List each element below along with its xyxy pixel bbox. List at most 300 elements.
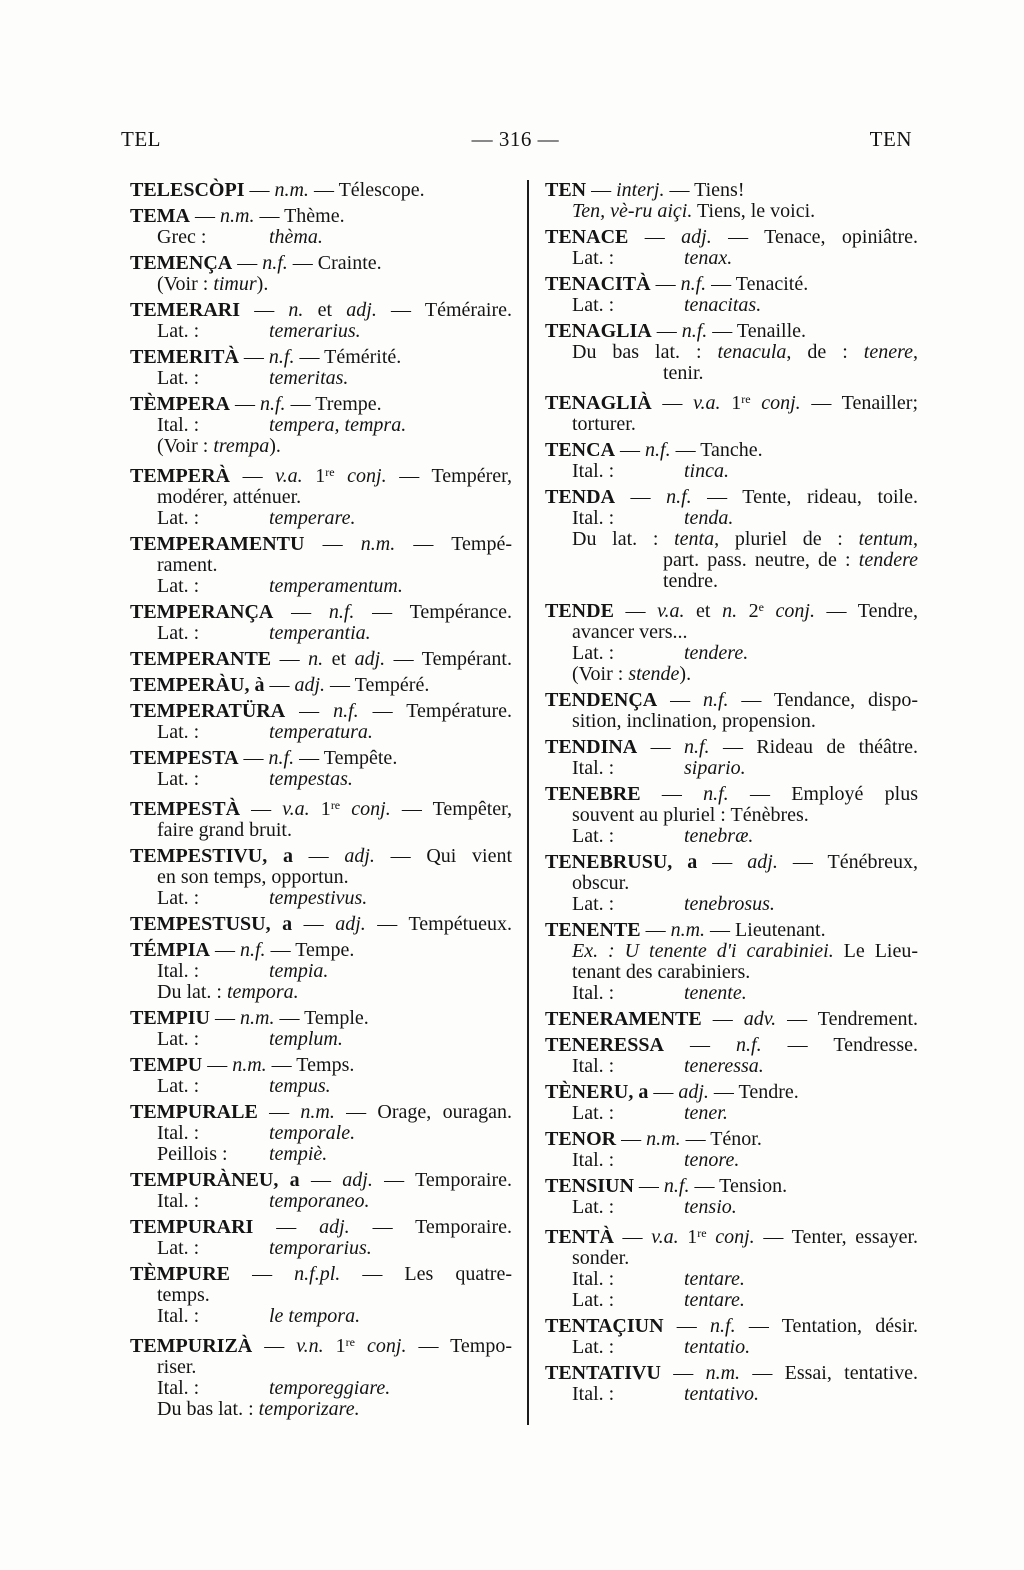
text-segment: tenente. — [684, 982, 747, 1004]
text-segment: TÈMPERA — [130, 393, 230, 415]
entry-line — [545, 248, 918, 269]
entry-line — [130, 436, 512, 457]
text-segment: TEMPESTA — [130, 747, 239, 769]
text-segment: — Tension. — [689, 1175, 788, 1197]
text-segment: ). — [269, 435, 281, 457]
text-segment: le tempora. — [269, 1305, 361, 1327]
text-segment: Du bas lat. : — [572, 341, 718, 363]
entry-line — [545, 1035, 918, 1056]
text-segment: TÉMPIA — [130, 939, 210, 961]
entry-line — [130, 1357, 512, 1378]
text-segment: tenebræ. — [684, 825, 754, 847]
header-catchword-right: TEN — [869, 127, 912, 151]
dictionary-entry — [130, 1264, 512, 1327]
text-segment: — — [292, 913, 336, 935]
text-segment: conj. — [340, 798, 391, 820]
text-segment: — Tenacité. — [706, 273, 809, 295]
text-segment: n. — [288, 299, 304, 321]
dictionary-entry — [545, 1363, 918, 1405]
entry-line — [545, 274, 918, 295]
text-segment: 1 — [678, 1226, 698, 1248]
text-segment: TELESCÒPI — [130, 179, 245, 201]
text-segment: modérer, atténuer. — [157, 486, 302, 508]
text-segment: — — [613, 1226, 652, 1248]
text-segment: TENEBRE — [545, 783, 641, 805]
text-segment: adj. — [681, 226, 712, 248]
dictionary-entry — [545, 1176, 918, 1218]
text-segment: — Trempe. — [285, 393, 382, 415]
entry-line — [130, 206, 512, 227]
text-segment: — — [663, 1315, 711, 1337]
text-segment: — — [230, 1263, 295, 1285]
text-segment: — Tendre, — [814, 600, 919, 622]
text-segment: Lat. : — [157, 768, 200, 790]
dictionary-entry — [130, 300, 512, 342]
text-segment: Lat. : — [572, 1196, 615, 1218]
text-segment: tenda. — [684, 507, 734, 529]
text-segment: n.f. — [702, 689, 729, 711]
entry-line — [545, 342, 918, 363]
text-segment: , de : — [786, 341, 864, 363]
text-segment: n.m. — [220, 205, 255, 227]
dictionary-entry — [545, 180, 918, 222]
text-segment: re — [325, 465, 335, 479]
text-segment: n.f. — [663, 1175, 690, 1197]
entry-line — [130, 867, 512, 888]
text-segment: — — [232, 252, 263, 274]
text-segment: tensio. — [684, 1196, 737, 1218]
dictionary-entry — [545, 389, 918, 435]
text-segment: Ital. : — [572, 1268, 615, 1290]
text-segment: — Télescope. — [308, 179, 425, 201]
text-segment: TENDINA — [545, 736, 638, 758]
text-segment: n.f. — [680, 273, 707, 295]
dictionary-entry — [130, 347, 512, 389]
text-segment: Ital. : — [572, 460, 615, 482]
text-segment: n.f. — [260, 393, 286, 415]
text-segment: adj. — [354, 648, 386, 670]
text-segment: — Tempêter, — [390, 798, 513, 820]
text-segment: — — [190, 205, 220, 227]
entry-line — [545, 440, 918, 461]
text-segment: v.a. — [275, 465, 303, 487]
text-segment: tentare. — [684, 1289, 745, 1311]
text-segment: temperare. — [269, 507, 356, 529]
text-segment: — — [701, 1008, 744, 1030]
text-segment: TEMA — [130, 205, 190, 227]
two-column-text-block — [130, 180, 918, 1425]
text-segment: temporarius. — [269, 1237, 372, 1259]
text-segment: re — [330, 798, 341, 812]
text-segment: conj. — [706, 1226, 755, 1248]
text-segment: TENAGLIA — [545, 320, 652, 342]
text-segment: — — [650, 273, 681, 295]
text-segment: n.f. — [684, 736, 710, 758]
text-segment: — Rideau de théâtre. — [709, 736, 918, 758]
text-segment: temerarius. — [269, 320, 361, 342]
text-segment: conj. — [334, 465, 387, 487]
text-segment: souvent au pluriel : Ténèbres. — [572, 804, 809, 826]
text-segment: — Tempéré. — [325, 674, 430, 696]
text-segment: TENCA — [545, 439, 616, 461]
text-segment: templum. — [269, 1028, 343, 1050]
entry-line — [130, 394, 512, 415]
text-segment: — — [697, 851, 748, 873]
text-segment: — — [640, 919, 671, 941]
text-segment: timur — [213, 273, 257, 295]
text-segment: adj. — [335, 913, 366, 935]
text-segment: Lat. : — [157, 367, 200, 389]
dictionary-entry — [130, 253, 512, 295]
text-segment: re — [741, 392, 751, 406]
text-segment: v.a. — [282, 798, 310, 820]
dictionary-entry — [545, 1035, 918, 1077]
text-segment: — — [210, 1007, 240, 1029]
text-segment: n.m. — [232, 1054, 267, 1076]
text-segment: TENACITÀ — [545, 273, 651, 295]
entry-line — [545, 597, 918, 622]
entry-line — [545, 622, 918, 643]
text-segment: — — [230, 465, 276, 487]
text-segment: Ital. : — [572, 982, 615, 1004]
text-segment: — Tente, rideau, toile. — [691, 486, 918, 508]
text-segment: 2 — [737, 600, 759, 622]
text-segment: — — [253, 1216, 320, 1238]
entry-line — [545, 737, 918, 758]
text-segment: trempa — [213, 435, 270, 457]
text-segment: n.f. — [268, 747, 295, 769]
entry-line — [130, 961, 512, 982]
entry-line — [545, 873, 918, 894]
entry-line — [545, 962, 918, 983]
text-segment: TEMPERAMENTU — [130, 533, 305, 555]
text-segment: , — [913, 528, 918, 550]
entry-line — [130, 534, 512, 555]
text-segment: — Tempo- — [406, 1335, 513, 1357]
text-segment: temporeggiare. — [269, 1377, 391, 1399]
entry-line — [545, 784, 918, 805]
text-segment: Ex. : U tenente d'i carabiniei. — [572, 940, 834, 962]
text-segment: adj. — [344, 845, 375, 867]
entry-line — [130, 623, 512, 644]
entry-line — [545, 805, 918, 826]
entry-line — [130, 1102, 512, 1123]
entry-line — [130, 180, 512, 201]
entry-line — [130, 940, 512, 961]
entry-line — [545, 826, 918, 847]
text-segment: TENDE — [545, 600, 614, 622]
dictionary-entry — [545, 227, 918, 269]
text-segment: — — [299, 1169, 343, 1191]
text-segment: tentum — [858, 528, 913, 550]
text-segment: et — [323, 648, 355, 670]
text-segment: — Température. — [358, 700, 512, 722]
text-segment: TEN — [545, 179, 587, 201]
text-segment: n.m. — [705, 1362, 741, 1384]
text-segment: temperantia. — [269, 622, 371, 644]
entry-line — [130, 253, 512, 274]
text-segment: n.m. — [670, 919, 706, 941]
text-segment: — Tempétueux. — [365, 913, 513, 935]
text-segment: Lat. : — [157, 1075, 200, 1097]
text-segment: — Ténor. — [680, 1128, 762, 1150]
text-segment: Ital. : — [157, 1377, 200, 1399]
text-segment: temporaneo. — [269, 1190, 370, 1212]
text-segment: — — [615, 439, 646, 461]
text-segment: n.m. — [360, 533, 396, 555]
text-segment: tener. — [684, 1102, 728, 1124]
dictionary-entry — [130, 602, 512, 644]
text-segment: — Tenailler; — [800, 392, 919, 414]
entry-line — [545, 227, 918, 248]
dictionary-entry — [130, 675, 512, 696]
text-segment: TEMPIU — [130, 1007, 210, 1029]
entry-line — [130, 1076, 512, 1097]
entry-line — [130, 602, 512, 623]
text-segment: — Orage, ouragan. — [334, 1101, 512, 1123]
text-segment: 1 — [309, 798, 331, 820]
dictionary-entry — [545, 487, 918, 592]
text-segment: TEMPURARI — [130, 1216, 254, 1238]
entry-line — [545, 1176, 918, 1197]
text-segment: TENTÀ — [545, 1226, 614, 1248]
entry-line — [130, 1170, 512, 1191]
text-segment: tenebrosus. — [684, 893, 775, 915]
dictionary-entry — [130, 701, 512, 743]
text-segment: Ital. : — [157, 414, 200, 436]
text-segment: Ital. : — [572, 507, 615, 529]
entry-line — [130, 846, 512, 867]
text-segment: TEMPERÀ — [130, 465, 230, 487]
text-segment: (Voir : — [572, 663, 629, 685]
text-segment: tenacula — [717, 341, 787, 363]
text-segment: tempera, tempra. — [269, 414, 407, 436]
text-segment: conj. — [763, 600, 815, 622]
text-segment: — Temporaire. — [349, 1216, 512, 1238]
entry-line — [545, 295, 918, 316]
text-segment: TEMERITÀ — [130, 346, 239, 368]
text-segment: n.m. — [300, 1101, 335, 1123]
entry-line — [130, 1399, 512, 1420]
entry-line — [130, 1008, 512, 1029]
text-segment: Le Lieu- — [833, 940, 919, 962]
text-segment: Lat. : — [572, 1336, 615, 1358]
entry-line — [545, 1129, 918, 1150]
text-segment: adj. — [342, 1169, 373, 1191]
text-segment: — Tempé- — [395, 533, 512, 555]
text-segment: Lat. : — [157, 1237, 200, 1259]
text-segment: tempus. — [269, 1075, 331, 1097]
text-segment: Ten, vè-ru aiçi. — [572, 200, 693, 222]
text-segment: TEMPERATÜRA — [130, 700, 286, 722]
text-segment: TENACE — [545, 226, 629, 248]
entry-line — [130, 1217, 512, 1238]
text-segment: rament. — [157, 554, 218, 576]
text-segment: et — [684, 600, 723, 622]
entry-line — [545, 941, 918, 962]
text-segment: — — [640, 783, 704, 805]
dictionary-entry — [130, 795, 512, 841]
text-segment: — — [660, 1362, 706, 1384]
text-segment: re — [345, 1335, 355, 1349]
text-segment: stende — [628, 663, 680, 685]
entry-line — [545, 180, 918, 201]
entry-line — [130, 227, 512, 248]
entry-line — [545, 389, 918, 414]
text-segment: thèma. — [269, 226, 323, 248]
text-segment: — — [240, 299, 289, 321]
text-segment: — — [657, 689, 703, 711]
dictionary-entry — [545, 597, 918, 685]
text-segment: TENERAMENTE — [545, 1008, 702, 1030]
text-segment: — Essai, tentative. — [740, 1362, 918, 1384]
page-number: — 316 — — [471, 127, 560, 151]
dictionary-entry — [130, 1102, 512, 1165]
text-segment: — Tendre. — [708, 1081, 799, 1103]
text-segment: interj. — [616, 179, 665, 201]
text-segment: TÈNERU, a — [545, 1081, 649, 1103]
text-segment: — — [210, 939, 240, 961]
entry-line — [130, 487, 512, 508]
text-segment: n.f. — [328, 601, 355, 623]
entry-line — [130, 649, 512, 670]
entry-line — [545, 852, 918, 873]
text-segment: temperamentum. — [269, 575, 403, 597]
text-segment: — Tempérant. — [385, 648, 512, 670]
text-segment: adj. — [747, 851, 778, 873]
text-segment: n.f. — [736, 1034, 762, 1056]
text-segment: — Tanche. — [670, 439, 763, 461]
text-segment: adj. — [319, 1216, 350, 1238]
text-segment: tentare. — [684, 1268, 745, 1290]
text-segment: adj. — [346, 299, 377, 321]
entry-line — [130, 1055, 512, 1076]
text-segment: — — [273, 601, 329, 623]
text-segment: — Tiens! — [664, 179, 745, 201]
text-segment: TEMPESTÀ — [130, 798, 241, 820]
dictionary-entry — [130, 1008, 512, 1050]
entry-line — [545, 983, 918, 1004]
text-segment: (Voir : — [157, 273, 214, 295]
entry-line — [545, 321, 918, 342]
entry-line — [130, 415, 512, 436]
text-segment: Grec : — [157, 226, 207, 248]
text-segment: 1 — [720, 392, 742, 414]
dictionary-entry — [130, 1217, 512, 1259]
text-segment: tentatio. — [684, 1336, 751, 1358]
text-segment: v.a. — [693, 392, 721, 414]
entry-line — [545, 550, 918, 571]
entry-line — [545, 529, 918, 550]
dictionary-entry — [130, 394, 512, 457]
text-segment: v.a. — [651, 1226, 679, 1248]
text-segment: TEMPESTUSU, a — [130, 913, 293, 935]
text-segment: — Tempérance. — [354, 601, 512, 623]
text-segment: , — [913, 341, 919, 363]
text-segment: (Voir : — [157, 435, 214, 457]
text-segment: n.f. — [666, 486, 692, 508]
text-segment: conj. — [750, 392, 801, 414]
text-segment: TENAGLIÀ — [545, 392, 652, 414]
entry-line — [130, 701, 512, 722]
entry-line — [545, 1384, 918, 1405]
entry-line — [130, 769, 512, 790]
entry-line — [545, 1103, 918, 1124]
text-segment: n.f. — [240, 939, 266, 961]
text-segment: n.f. — [262, 252, 288, 274]
text-segment: — Thème. — [254, 205, 345, 227]
text-segment: re — [697, 1226, 707, 1240]
text-segment: — Les quatre- — [340, 1263, 513, 1285]
text-segment: — Téméraire. — [376, 299, 513, 321]
entry-line — [130, 820, 512, 841]
text-segment: , pluriel de : — [714, 528, 859, 550]
text-segment: TENOR — [545, 1128, 617, 1150]
text-segment: Lat. : — [572, 247, 615, 269]
text-segment: tendre. — [663, 570, 718, 592]
entry-line — [130, 914, 512, 935]
entry-line — [545, 1223, 918, 1248]
text-segment: TEMPU — [130, 1054, 203, 1076]
entry-line — [545, 461, 918, 482]
text-segment: Ital. : — [157, 960, 200, 982]
text-segment: — — [257, 1101, 301, 1123]
entry-line — [545, 363, 918, 384]
text-segment: tempestivus. — [269, 887, 368, 909]
dictionary-entry — [545, 440, 918, 482]
text-segment: TENDA — [545, 486, 616, 508]
text-segment: — — [648, 1081, 679, 1103]
text-segment: Ital. : — [157, 1190, 200, 1212]
entry-line — [545, 758, 918, 779]
entry-line — [130, 347, 512, 368]
entry-line — [545, 1337, 918, 1358]
text-segment: TENEBRUSU, a — [545, 851, 698, 873]
text-segment: — Tenaille. — [707, 320, 807, 342]
text-segment: TEMPERANÇA — [130, 601, 274, 623]
dictionary-entry — [545, 784, 918, 847]
entry-line — [545, 1197, 918, 1218]
text-segment: n.f. — [333, 700, 359, 722]
text-segment: — Tendrement. — [776, 1008, 918, 1030]
text-segment: — — [264, 674, 295, 696]
entry-line — [130, 508, 512, 529]
entry-line — [545, 487, 918, 508]
entry-line — [545, 571, 918, 592]
dictionary-entry — [545, 1082, 918, 1124]
text-segment: — Tempe. — [265, 939, 355, 961]
dictionary-entry — [130, 649, 512, 670]
text-segment: TENENTE — [545, 919, 641, 941]
text-segment: — Tendresse. — [761, 1034, 918, 1056]
entry-line — [545, 690, 918, 711]
text-segment: — — [615, 486, 667, 508]
dictionary-entry — [130, 1332, 512, 1420]
text-segment: n.f. — [645, 439, 671, 461]
text-segment: — — [285, 700, 334, 722]
text-segment: adj. — [294, 674, 326, 696]
right-column — [529, 180, 918, 1425]
text-segment: — — [628, 226, 682, 248]
text-segment: adj. — [678, 1081, 709, 1103]
entry-line — [130, 1264, 512, 1285]
text-segment: Ital. : — [572, 1383, 615, 1405]
text-segment: Ital. : — [157, 1122, 200, 1144]
text-segment: — Tenace, opiniâtre. — [711, 226, 918, 248]
text-segment: — Qui vient — [374, 845, 513, 867]
text-segment: Lat. : — [157, 507, 200, 529]
text-segment: tenax. — [684, 247, 733, 269]
